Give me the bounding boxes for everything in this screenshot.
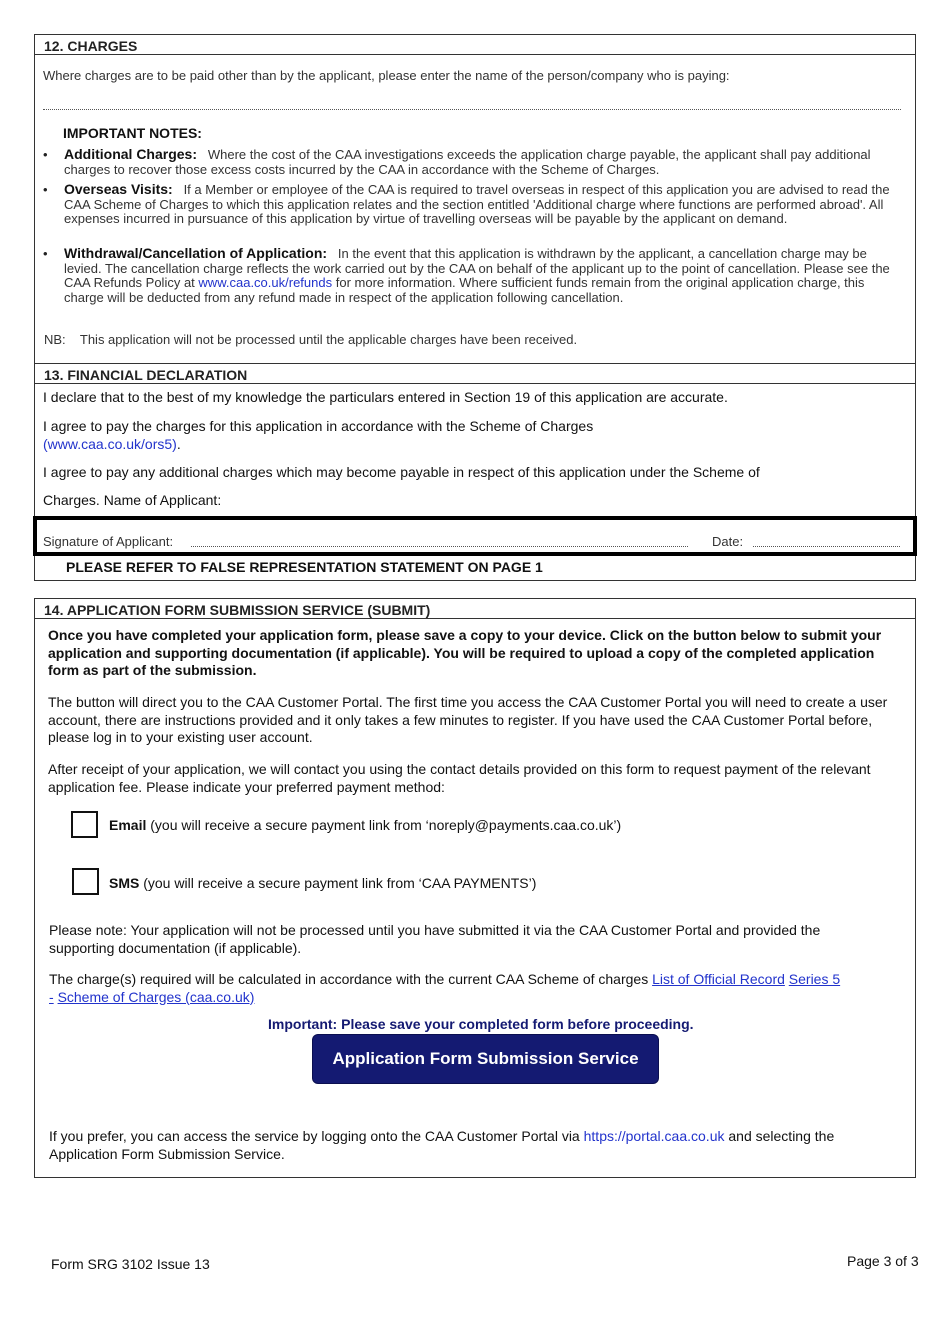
scheme-of-charges-link[interactable]: Scheme of Charges (caa.co.uk): [57, 988, 255, 1005]
bullet-icon: •: [43, 147, 48, 162]
note-withdrawal-text-a: In the event that this application is withdrawn by the applicant, a cancellation charge may be levied. The cancellation charge reflects the work carried out by the CAA on behalf of the applicant up to the point of cancellation. Please see the CAA Refunds Policy at: [64, 246, 890, 290]
submission-service-button[interactable]: Application Form Submission Service: [313, 1035, 658, 1083]
note-additional-text: Where the cost of the CAA investigations exceeds the application charge payable, the applicant shall pay additional charges to recover those excess costs incurred by the CAA in accordance with the Scheme of Charges.: [64, 147, 871, 177]
email-checkbox[interactable]: [71, 811, 98, 838]
page-number: Page 3 of 3: [847, 1253, 919, 1269]
submission-intro: Once you have completed your application form, please save a copy to your device. Click on the button below to submit your application and supporting documentation (if applicable). You will be required to upload a copy of the completed application form as part of the submission.: [48, 627, 882, 678]
date-label: Date:: [712, 534, 744, 549]
note-withdrawal: [64, 246, 904, 305]
signature-label: Signature of Applicant:: [43, 534, 174, 549]
declaration-p3: I agree to pay any additional charges which may become payable in respect of this application under the Scheme of: [43, 464, 760, 480]
bullet-icon: •: [43, 246, 48, 261]
bullet-icon: •: [43, 182, 48, 197]
payer-name-field[interactable]: [43, 107, 901, 110]
declaration-p4: Charges. Name of Applicant:: [43, 492, 222, 508]
nb-text: This application will not be processed until the applicable charges have been received.: [79, 332, 578, 347]
portal-alternative-text-a: If you prefer, you can access the service by logging onto the CAA Customer Portal via: [49, 1128, 580, 1144]
declaration-p2-text: I agree to pay the charges for this application in accordance with the Scheme of Charges: [43, 418, 594, 434]
scheme-link[interactable]: (www.caa.co.uk/ors5): [43, 435, 177, 452]
sms-checkbox[interactable]: [72, 868, 99, 895]
portal-paragraph: The button will direct you to the CAA Customer Portal. The first time you access the CAA Customer Portal you will need to create a user account, there are instructions provided and it only takes a few minutes to register. If you have used the CAA Customer Portal before, please log in to your existing user account.: [48, 694, 888, 745]
save-important-notice: Important: Please save your completed form before proceeding.: [268, 1016, 694, 1032]
note-overseas-text: If a Member or employee of the CAA is required to travel overseas in respect of this application you are advised to read the CAA Scheme of Charges to which this application relates and the section entitled 'Additional charge where functions are performed abroad'. All expenses incurred in pursuance of this application by virtue of travelling overseas will be payable by the applicant on demand.: [64, 182, 890, 226]
note-overseas-label: Overseas Visits:: [64, 181, 173, 197]
section-title: 12. CHARGES: [35, 35, 915, 55]
refunds-link[interactable]: www.caa.co.uk/refunds: [198, 275, 333, 290]
note-withdrawal-text-b: for more information. Where sufficient funds remain from the original application charge, this charge will be deducted from any refund made in respect of the application following cancellation.: [64, 275, 865, 305]
sms-option-text: (you will receive a secure payment link from ‘CAA PAYMENTS’): [143, 875, 537, 891]
email-option-text: (you will receive a secure payment link from ‘noreply@payments.caa.co.uk’): [150, 817, 622, 833]
email-option-label: Email: [109, 817, 147, 833]
section-title: 14. APPLICATION FORM SUBMISSION SERVICE (SUBMIT): [35, 599, 915, 619]
charges-intro: Where charges are to be paid other than by the applicant, please enter the name of the person/company who is paying:: [43, 68, 730, 83]
signature-field[interactable]: [191, 546, 688, 547]
false-representation-notice: PLEASE REFER TO FALSE REPRESENTATION STATEMENT ON PAGE 1: [66, 559, 543, 575]
note-additional: [64, 147, 904, 177]
note-withdrawal-label: Withdrawal/Cancellation of Application:: [64, 245, 328, 261]
declaration-p1: I declare that to the best of my knowledge the particulars entered in Section 19 of this application are accurate.: [43, 389, 728, 405]
notes-heading: IMPORTANT NOTES:: [63, 125, 202, 141]
receipt-paragraph: After receipt of your application, we will contact you using the contact details provided on this form to request payment of the relevant application fee. Please indicate your preferred payment method:: [48, 761, 871, 795]
dash-link[interactable]: -: [49, 988, 54, 1005]
form-identifier: Form SRG 3102 Issue 13: [51, 1256, 210, 1272]
official-record-link[interactable]: List of Official Record: [652, 971, 785, 987]
portal-alternative: [49, 1128, 869, 1163]
date-field[interactable]: [753, 546, 900, 547]
charges-calculation: [49, 971, 869, 1006]
portal-link[interactable]: https://portal.caa.co.uk: [583, 1128, 725, 1144]
series-5-link[interactable]: Series 5: [788, 971, 841, 987]
nb-note: [44, 333, 577, 348]
please-note: Please note: Your application will not be processed until you have submitted it via the CAA Customer Portal and provided the supporting documentation (if applicable).: [49, 922, 821, 956]
declaration-p2: [43, 418, 643, 453]
email-option: [109, 817, 621, 835]
section-title: 13. FINANCIAL DECLARATION: [35, 364, 915, 384]
note-additional-label: Additional Charges:: [64, 146, 198, 162]
sms-option: [109, 875, 536, 893]
sms-option-label: SMS: [109, 875, 140, 891]
charges-calculation-text: The charge(s) required will be calculated in accordance with the current CAA Scheme of charges: [49, 971, 649, 987]
note-overseas: [64, 182, 906, 227]
declaration-p2-end: .: [176, 435, 181, 452]
nb-label: NB:: [44, 332, 66, 347]
applicant-name-field[interactable]: [230, 492, 900, 510]
portal-alternative-text-b: and selecting the Application Form Submission Service.: [49, 1128, 835, 1162]
